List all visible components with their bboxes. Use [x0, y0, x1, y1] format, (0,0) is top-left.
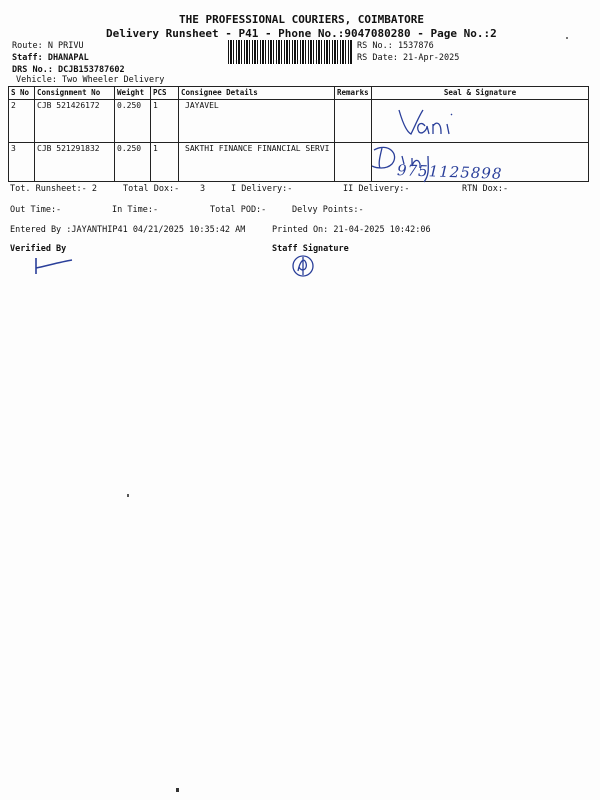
tot-runsheet: Tot. Runsheet:- 2: [10, 184, 97, 194]
table-header-row: [9, 87, 589, 100]
vehicle-label: Vehicle: Two Wheeler Delivery: [16, 75, 165, 85]
cell-weight: 0.250: [115, 143, 151, 182]
drs-number: DRS No.: DCJB153787602: [12, 65, 125, 75]
total-pod: Total POD:-: [210, 205, 267, 215]
col-consignee: Consignee Details: [179, 87, 335, 100]
handwritten-signature-row1: [395, 104, 465, 140]
rs-date: RS Date: 21-Apr-2025: [357, 53, 460, 63]
in-time: In Time:-: [112, 205, 159, 215]
ii-delivery: II Delivery:-: [343, 184, 410, 194]
entered-by: Entered By :JAYANTHIP41 04/21/2025 10:35:42 AM: [10, 225, 246, 235]
cell-consignment: CJB 521291832: [35, 143, 115, 182]
company-title: THE PROFESSIONAL COURIERS, COIMBATORE: [179, 13, 425, 26]
cell-pcs: 1: [151, 100, 179, 143]
staff-label: Staff: DHANAPAL: [12, 53, 89, 63]
cell-sno: 2: [9, 100, 35, 143]
rs-number: RS No.: 1537876: [357, 41, 434, 51]
cell-consignee: SAKTHI FINANCE FINANCIAL SERVI: [179, 143, 335, 182]
printed-on: Printed On: 21-04-2025 10:42:06: [272, 225, 431, 235]
delvy-points: Delvy Points:-: [292, 205, 364, 215]
table-row: [9, 100, 589, 143]
out-time: Out Time:-: [10, 205, 62, 215]
cell-sno: 3: [9, 143, 35, 182]
col-seal-signature: Seal & Signature: [372, 87, 589, 100]
barcode: [228, 40, 352, 64]
cell-pcs: 1: [151, 143, 179, 182]
cell-remarks: [335, 100, 372, 143]
total-dox-label: Total Dox:-: [123, 184, 180, 194]
runsheet-subtitle: Delivery Runsheet - P41 - Phone No.:9047080280 - Page No.:2: [106, 27, 497, 40]
verified-signature: [30, 256, 76, 276]
col-remarks: Remarks: [335, 87, 372, 100]
staff-signature-mark: [290, 253, 316, 279]
verified-by: Verified By: [10, 244, 67, 254]
speck: [566, 37, 568, 39]
col-consignment: Consignment No: [35, 87, 115, 100]
cell-remarks: [335, 143, 372, 182]
rtn-dox: RTN Dox:-: [462, 184, 509, 194]
col-sno: S No: [9, 87, 35, 100]
speck: [127, 494, 129, 497]
cell-consignment: CJB 521426172: [35, 100, 115, 143]
handwritten-phone: 9751125898: [396, 161, 503, 183]
col-weight: Weight: [115, 87, 151, 100]
total-dox-value: 3: [200, 184, 206, 194]
speck: [176, 788, 179, 792]
i-delivery: I Delivery:-: [231, 184, 293, 194]
cell-consignee: JAYAVEL: [179, 100, 335, 143]
staff-signature-label: Staff Signature: [272, 244, 349, 254]
col-pcs: PCS: [151, 87, 179, 100]
route-label: Route: N PRIVU: [12, 41, 84, 51]
cell-weight: 0.250: [115, 100, 151, 143]
